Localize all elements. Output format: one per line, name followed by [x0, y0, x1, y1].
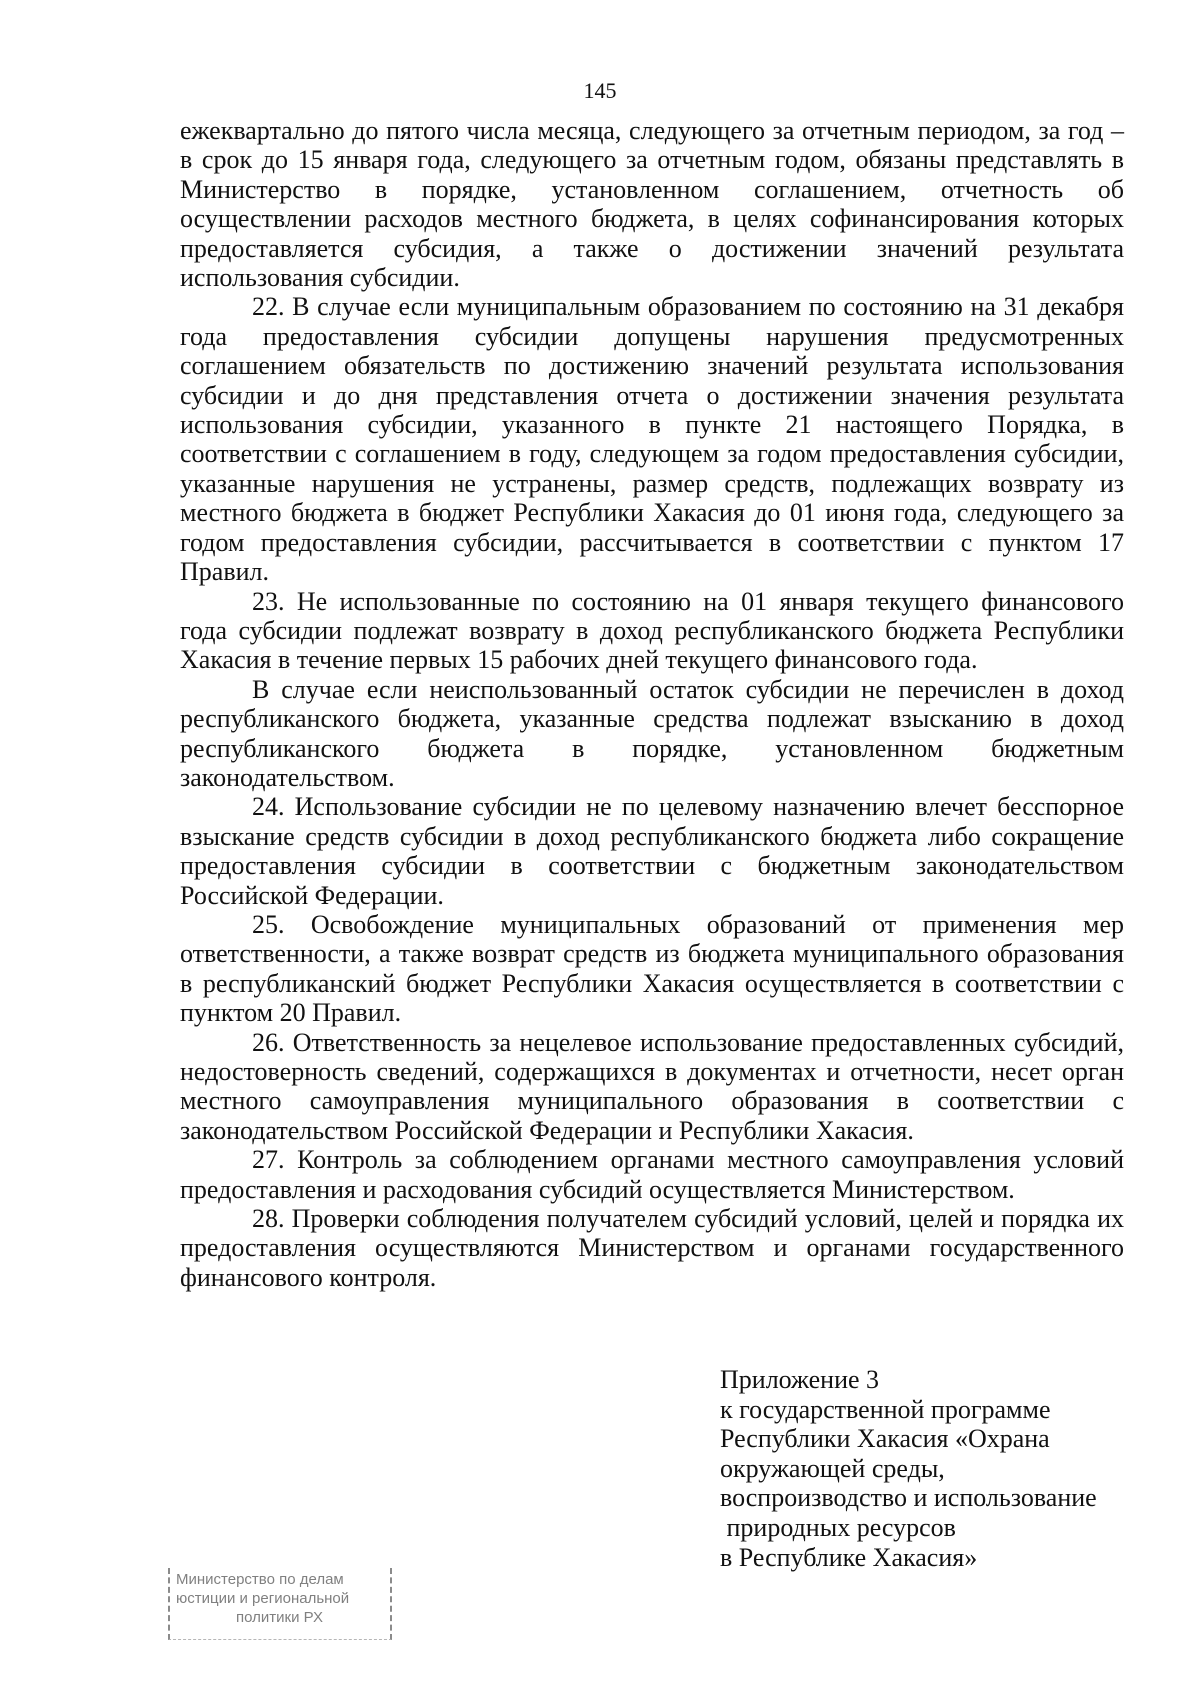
paragraph-continuation: ежеквартально до пятого числа месяца, следующего за отчетным периодом, за год – в срок до 15 января года, следующего за отчетным годом, обязаны представлять в Министерство в порядке, установленном соглашением, отчетность об осуществлении расходов местного бюджета, в целях софинансирования которых предоставляется субсидия, а также о достижении значений результата использования субсидии.	[180, 116, 1124, 293]
paragraph-28: 28. Проверки соблюдения получателем субсидий условий, целей и порядка их предоставления осуществляются Министерством и органами государственного финансового контроля.	[180, 1204, 1124, 1292]
page-number: 145	[583, 78, 617, 103]
appendix-line: воспроизводство и использование	[720, 1483, 1097, 1513]
stamp-line: Министерство по делам	[176, 1571, 344, 1588]
paragraph-26: 26. Ответственность за нецелевое использование предоставленных субсидий, недостоверность сведений, содержащихся в документах и отчетности, несет орган местного самоуправления муниципального образования в соответствии с законодательством Российской Федерации и Республики Хакасия.	[180, 1027, 1124, 1145]
body-text	[180, 116, 1124, 1292]
appendix-line: к государственной программе	[720, 1394, 1051, 1424]
appendix-line: Приложение 3	[720, 1365, 880, 1394]
appendix-line: в Республике Хакасия»	[720, 1542, 978, 1572]
appendix-line: природных ресурсов	[720, 1512, 956, 1542]
paragraph-25: 25. Освобождение муниципальных образований от применения мер ответственности, а также возврат средств из бюджета муниципального образования в республиканский бюджет Республики Хакасия осуществляется в соответствии с пунктом 20 Правил.	[180, 909, 1124, 1028]
appendix-line: окружающей среды,	[720, 1453, 945, 1483]
paragraph-22: 22. В случае если муниципальным образованием по состоянию на 31 декабря года предоставления субсидии допущены нарушения предусмотренных соглашением обязательств по достижению значений результата использования субсидии и до дня представления отчета о достижении значения результата использования субсидии, указанного в пункте 21 настоящего Порядка, в соответствии с соглашением в году, следующем за годом предоставления субсидии, указанные нарушения не устранены, размер средств, подлежащих возврату из местного бюджета в бюджет Республики Хакасия до 01 июня года, следующего за годом предоставления субсидии, рассчитывается в соответствии с пунктом 17 Правил.	[180, 292, 1124, 587]
paragraph-24: 24. Использование субсидии не по целевому назначению влечет бесспорное взыскание средств субсидии в доход республиканского бюджета либо сокращение предоставления субсидии в соответствии с бюджетным законодательством Российской Федерации.	[180, 792, 1124, 910]
stamp-line: юстиции и региональной	[176, 1590, 350, 1607]
ministry-stamp	[168, 1568, 392, 1640]
paragraph-23-note: В случае если неиспользованный остаток субсидии не перечислен в доход республиканского бюджета, указанные средства подлежат взысканию в доход республиканского бюджета в порядке, установленном бюджетным законодательством.	[180, 674, 1124, 792]
appendix-heading	[720, 1365, 1130, 1572]
paragraph-23: 23. Не использованные по состоянию на 01 января текущего финансового года субсидии подлежат возврату в доход республиканского бюджета Республики Хакасия в течение первых 15 рабочих дней текущего финансового года.	[180, 586, 1124, 675]
stamp-line: политики РХ	[236, 1609, 323, 1626]
paragraph-27: 27. Контроль за соблюдением органами местного самоуправления условий предоставления и расходования субсидий осуществляется Министерством.	[180, 1145, 1124, 1204]
appendix-line: Республики Хакасия «Охрана	[720, 1424, 1050, 1454]
